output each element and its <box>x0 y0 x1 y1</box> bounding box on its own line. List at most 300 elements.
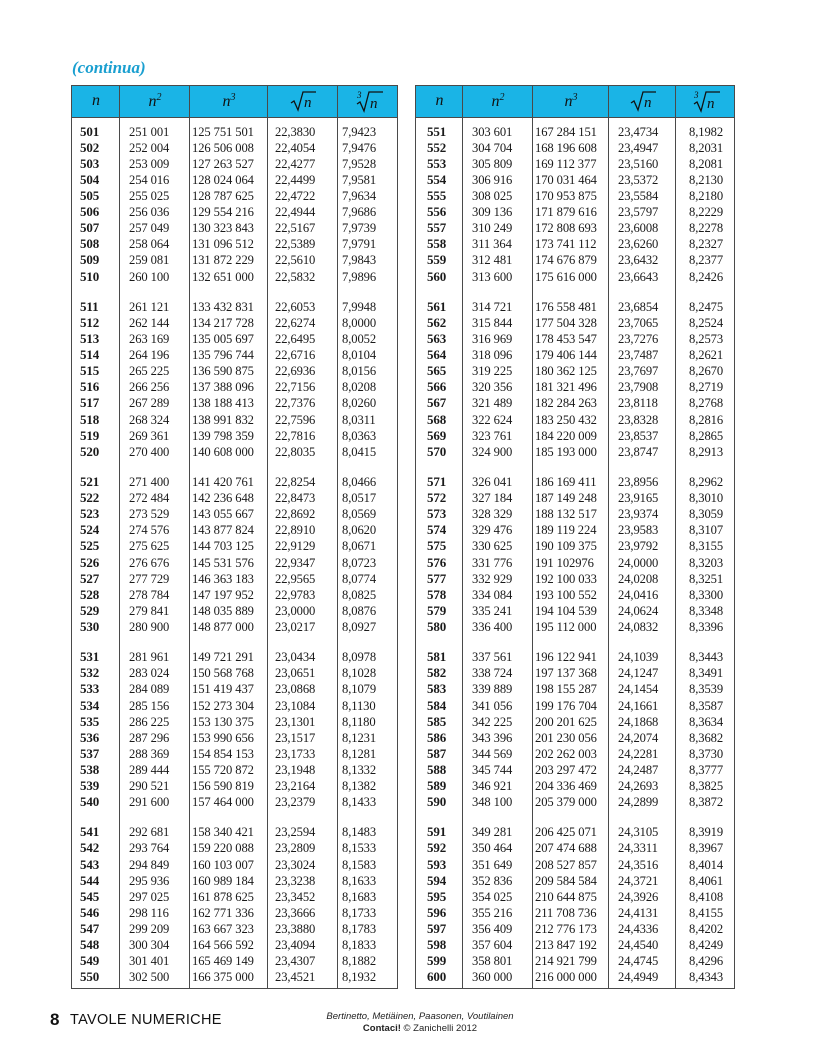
cell-cube-root: 8,3587 <box>689 698 724 713</box>
cell-n: 561 <box>427 299 447 315</box>
cell-square-root: 24,0000 <box>618 555 659 570</box>
cell-n: 568 <box>427 411 447 427</box>
cell-square-root: 22,5610 <box>275 253 316 268</box>
cell-n-cubed: 148 035 889 <box>192 603 254 618</box>
cell-n-squared: 321 489 <box>472 396 513 411</box>
cell-n-squared: 315 844 <box>472 316 513 331</box>
cell-n-squared: 281 961 <box>129 650 170 665</box>
cell-n-cubed: 202 262 003 <box>535 746 597 761</box>
cell-n-squared: 298 116 <box>129 905 169 920</box>
cell-n-squared: 271 400 <box>129 475 170 490</box>
cell-cube-root: 8,1483 <box>342 825 377 840</box>
column-header-n-cubed: $n^3$ <box>222 91 236 110</box>
cell-n: 528 <box>80 586 100 602</box>
cell-square-root: 23,4947 <box>618 141 659 156</box>
cell-n: 512 <box>80 315 100 331</box>
cell-n: 545 <box>80 888 100 904</box>
square-root-symbol <box>630 90 656 112</box>
cell-n: 555 <box>427 188 447 204</box>
cell-square-root: 22,4277 <box>275 157 316 172</box>
cell-cube-root: 8,0620 <box>342 523 377 538</box>
cell-square-root: 22,4722 <box>275 189 316 204</box>
cell-cube-root: 8,1982 <box>689 125 724 139</box>
cell-cube-root: 8,2081 <box>689 157 724 172</box>
cell-n: 593 <box>427 856 447 872</box>
page-number: 8 <box>50 1010 60 1029</box>
cell-cube-root: 8,1683 <box>342 889 377 904</box>
cell-n-squared: 252 004 <box>129 141 170 156</box>
cell-square-root: 22,4054 <box>275 141 316 156</box>
cell-cube-root: 8,2180 <box>689 189 724 204</box>
cell-square-root: 23,1733 <box>275 746 316 761</box>
cell-n-cubed: 131 872 229 <box>192 253 254 268</box>
cell-n: 594 <box>427 872 447 888</box>
cell-cube-root: 8,3634 <box>689 714 724 729</box>
cell-square-root: 24,1661 <box>618 698 659 713</box>
cell-n-cubed: 152 273 304 <box>192 698 254 713</box>
cell-n-cubed: 141 420 761 <box>192 475 254 490</box>
cell-n-cubed: 155 720 872 <box>192 762 254 777</box>
cell-cube-root: 8,4155 <box>689 905 724 920</box>
copyright: © Zanichelli 2012 <box>403 1023 478 1034</box>
cell-n: 557 <box>427 220 447 236</box>
cell-square-root: 23,8747 <box>618 444 659 459</box>
cell-cube-root: 8,3251 <box>689 571 724 586</box>
cell-n: 564 <box>427 347 447 363</box>
cell-square-root: 22,7596 <box>275 412 316 427</box>
cell-n-squared: 332 929 <box>472 571 513 586</box>
cell-n: 504 <box>80 172 100 188</box>
cell-n-squared: 311 364 <box>472 237 512 252</box>
cell-n-cubed: 139 798 359 <box>192 428 254 443</box>
section-title: TAVOLE NUMERICHE <box>70 1012 222 1028</box>
cell-cube-root: 8,0876 <box>342 603 377 618</box>
cell-n-squared: 316 969 <box>472 332 513 347</box>
cell-n-cubed: 128 787 625 <box>192 189 254 204</box>
cell-cube-root: 8,0156 <box>342 364 377 379</box>
cell-n: 558 <box>427 236 447 252</box>
cell-n-squared: 267 289 <box>129 396 170 411</box>
cell-square-root: 24,2693 <box>618 778 659 793</box>
cell-n: 533 <box>80 681 100 697</box>
cell-n-cubed: 135 796 744 <box>192 348 254 363</box>
cell-n-squared: 291 600 <box>129 794 170 809</box>
cell-n: 571 <box>427 474 447 490</box>
cell-square-root: 23,4094 <box>275 937 316 952</box>
cell-n-cubed: 146 363 183 <box>192 571 254 586</box>
cell-n-cubed: 160 989 184 <box>192 873 254 888</box>
cell-n-squared: 293 764 <box>129 841 170 856</box>
cell-square-root: 23,0000 <box>275 603 316 618</box>
cell-square-root: 23,3666 <box>275 905 316 920</box>
cell-n-squared: 304 704 <box>472 141 513 156</box>
cell-n-squared: 327 184 <box>472 491 513 506</box>
cell-square-root: 23,7908 <box>618 380 659 395</box>
cell-cube-root: 8,2719 <box>689 380 724 395</box>
cell-n-cubed: 187 149 248 <box>535 491 597 506</box>
cell-square-root: 23,6432 <box>618 253 659 268</box>
cell-n-squared: 277 729 <box>129 571 170 586</box>
square-root-symbol <box>290 90 316 112</box>
cell-cube-root: 8,1932 <box>342 969 377 984</box>
cell-cube-root: 8,4108 <box>689 889 724 904</box>
cell-square-root: 23,0217 <box>275 619 316 634</box>
cell-square-root: 22,8910 <box>275 523 316 538</box>
cell-square-root: 23,3238 <box>275 873 316 888</box>
cell-n: 599 <box>427 952 447 968</box>
cell-n-cubed: 132 651 000 <box>192 269 254 284</box>
cell-cube-root: 8,1533 <box>342 841 377 856</box>
cell-n-cubed: 192 100 033 <box>535 571 597 586</box>
cell-n: 563 <box>427 331 447 347</box>
cell-square-root: 23,8328 <box>618 412 659 427</box>
cell-n-cubed: 166 375 000 <box>192 969 254 984</box>
cell-n: 595 <box>427 888 447 904</box>
cell-n-cubed: 163 667 323 <box>192 921 254 936</box>
cell-cube-root: 8,1231 <box>342 730 377 745</box>
cell-square-root: 24,2074 <box>618 730 659 745</box>
cell-n-squared: 345 744 <box>472 762 513 777</box>
cell-cube-root: 8,0208 <box>342 380 377 395</box>
cell-cube-root: 7,9581 <box>342 173 377 188</box>
cell-n-squared: 312 481 <box>472 253 513 268</box>
cell-square-root: 23,4307 <box>275 953 316 968</box>
cell-n-cubed: 158 340 421 <box>192 825 254 840</box>
cell-n: 531 <box>80 649 100 665</box>
cell-square-root: 23,3452 <box>275 889 316 904</box>
cell-n-cubed: 174 676 879 <box>535 253 597 268</box>
cell-n-squared: 334 084 <box>472 587 513 602</box>
cell-n-cubed: 170 953 875 <box>535 189 597 204</box>
cell-n-squared: 278 784 <box>129 587 170 602</box>
cell-n-squared: 358 801 <box>472 953 513 968</box>
cell-n: 519 <box>80 427 100 443</box>
table-header <box>72 86 397 118</box>
cell-n-squared: 294 849 <box>129 857 170 872</box>
cell-n-squared: 306 916 <box>472 173 513 188</box>
cell-cube-root: 8,1028 <box>342 666 377 681</box>
cell-n: 525 <box>80 538 100 554</box>
cell-n-squared: 326 041 <box>472 475 513 490</box>
cell-n: 503 <box>80 156 100 172</box>
cell-n: 526 <box>80 554 100 570</box>
cell-n-squared: 318 096 <box>472 348 513 363</box>
cell-square-root: 24,1454 <box>618 682 659 697</box>
cell-square-root: 23,8537 <box>618 428 659 443</box>
cell-n-cubed: 159 220 088 <box>192 841 254 856</box>
cell-n-squared: 266 256 <box>129 380 170 395</box>
cell-square-root: 23,0434 <box>275 650 316 665</box>
cell-n-cubed: 153 990 656 <box>192 730 254 745</box>
cell-n-squared: 309 136 <box>472 205 513 220</box>
cell-n: 578 <box>427 586 447 602</box>
cell-n-cubed: 156 590 819 <box>192 778 254 793</box>
cell-cube-root: 8,2377 <box>689 253 724 268</box>
cell-n: 569 <box>427 427 447 443</box>
cell-cube-root: 8,3059 <box>689 507 724 522</box>
cell-n-cubed: 157 464 000 <box>192 794 254 809</box>
cell-n-squared: 259 081 <box>129 253 170 268</box>
cell-square-root: 22,5167 <box>275 221 316 236</box>
cell-n-cubed: 214 921 799 <box>535 953 597 968</box>
column-header-square-root <box>268 86 338 116</box>
cell-n: 535 <box>80 713 100 729</box>
cell-cube-root: 8,1433 <box>342 794 377 809</box>
cell-cube-root: 8,3919 <box>689 825 724 840</box>
cell-n: 527 <box>80 570 100 586</box>
cell-cube-root: 8,4061 <box>689 873 724 888</box>
cell-n-squared: 302 500 <box>129 969 170 984</box>
cell-square-root: 22,5389 <box>275 237 316 252</box>
cell-n: 550 <box>80 968 100 984</box>
cell-n-squared: 270 400 <box>129 444 170 459</box>
cell-n: 534 <box>80 697 100 713</box>
cell-cube-root: 7,9791 <box>342 237 377 252</box>
cell-cube-root: 8,2229 <box>689 205 724 220</box>
cell-square-root: 23,5584 <box>618 189 659 204</box>
cell-square-root: 23,5797 <box>618 205 659 220</box>
cell-n-squared: 280 900 <box>129 619 170 634</box>
cell-n-cubed: 179 406 144 <box>535 348 597 363</box>
cell-square-root: 24,2281 <box>618 746 659 761</box>
cell-square-root: 22,4499 <box>275 173 316 188</box>
cell-n-cubed: 210 644 875 <box>535 889 597 904</box>
cube-root-symbol <box>355 89 383 113</box>
cell-square-root: 23,6854 <box>618 300 659 315</box>
cell-square-root: 23,8956 <box>618 475 659 490</box>
cell-n-squared: 335 241 <box>472 603 513 618</box>
cell-n: 520 <box>80 443 100 459</box>
cell-n-cubed: 160 103 007 <box>192 857 254 872</box>
cell-square-root: 23,9165 <box>618 491 659 506</box>
cell-n-cubed: 180 362 125 <box>535 364 597 379</box>
cell-cube-root: 8,1180 <box>342 714 376 729</box>
cell-cube-root: 7,9739 <box>342 221 377 236</box>
cell-cube-root: 8,3682 <box>689 730 724 745</box>
cell-n-squared: 343 396 <box>472 730 513 745</box>
cell-n-cubed: 150 568 768 <box>192 666 254 681</box>
cell-n: 583 <box>427 681 447 697</box>
cell-n-cubed: 185 193 000 <box>535 444 597 459</box>
cell-n: 573 <box>427 506 447 522</box>
cell-n-squared: 276 676 <box>129 555 170 570</box>
cell-square-root: 24,4540 <box>618 937 659 952</box>
cell-n: 540 <box>80 793 100 809</box>
cell-n: 517 <box>80 395 100 411</box>
column-header-cube-root <box>338 86 399 116</box>
cell-n-squared: 257 049 <box>129 221 170 236</box>
cell-n-squared: 301 401 <box>129 953 170 968</box>
column-divider <box>267 86 268 988</box>
cell-cube-root: 8,3777 <box>689 762 724 777</box>
cell-cube-root: 8,0978 <box>342 650 377 665</box>
cell-n: 516 <box>80 379 100 395</box>
cell-n-squared: 292 681 <box>129 825 170 840</box>
cell-n-cubed: 138 991 832 <box>192 412 254 427</box>
cell-n-cubed: 193 100 552 <box>535 587 597 602</box>
cell-n-squared: 254 016 <box>129 173 170 188</box>
cell-n-cubed: 201 230 056 <box>535 730 597 745</box>
cell-n: 548 <box>80 936 100 952</box>
cell-n: 539 <box>80 777 100 793</box>
cell-n: 591 <box>427 824 447 840</box>
cell-n: 597 <box>427 920 447 936</box>
cell-n: 570 <box>427 443 447 459</box>
cell-square-root: 23,2164 <box>275 778 316 793</box>
cell-n: 580 <box>427 618 447 634</box>
cell-n: 565 <box>427 363 447 379</box>
cell-square-root: 23,2594 <box>275 825 316 840</box>
cell-cube-root: 8,0415 <box>342 444 377 459</box>
cell-n-squared: 356 409 <box>472 921 513 936</box>
cell-n-squared: 262 144 <box>129 316 170 331</box>
cell-n-cubed: 127 263 527 <box>192 157 254 172</box>
cell-n-cubed: 177 504 328 <box>535 316 597 331</box>
cell-cube-root: 8,3443 <box>689 650 724 665</box>
cell-cube-root: 8,4014 <box>689 857 724 872</box>
cell-cube-root: 8,3730 <box>689 746 724 761</box>
cell-n: 549 <box>80 952 100 968</box>
cell-n-cubed: 165 469 149 <box>192 953 254 968</box>
cell-cube-root: 8,2816 <box>689 412 724 427</box>
cell-n-cubed: 200 201 625 <box>535 714 597 729</box>
cell-n-cubed: 207 474 688 <box>535 841 597 856</box>
cell-n-squared: 272 484 <box>129 491 170 506</box>
cell-n-squared: 313 600 <box>472 269 513 284</box>
cell-n: 529 <box>80 602 100 618</box>
cell-n-squared: 355 216 <box>472 905 513 920</box>
cell-n: 566 <box>427 379 447 395</box>
cell-n-cubed: 133 432 831 <box>192 300 254 315</box>
cell-n-cubed: 162 771 336 <box>192 905 254 920</box>
cell-n: 532 <box>80 665 100 681</box>
cell-n: 596 <box>427 904 447 920</box>
cell-n-cubed: 211 708 736 <box>535 905 597 920</box>
cell-cube-root: 8,1882 <box>342 953 377 968</box>
cell-cube-root: 8,4202 <box>689 921 724 936</box>
cell-n-squared: 336 400 <box>472 619 513 634</box>
cell-n-cubed: 135 005 697 <box>192 332 254 347</box>
cell-n-cubed: 184 220 009 <box>535 428 597 443</box>
cell-square-root: 23,4734 <box>618 125 659 139</box>
cell-n-cubed: 130 323 843 <box>192 221 254 236</box>
cell-square-root: 22,6053 <box>275 300 316 315</box>
cell-n-squared: 258 064 <box>129 237 170 252</box>
cell-cube-root: 8,0311 <box>342 412 376 427</box>
cell-square-root: 24,3105 <box>618 825 659 840</box>
cell-cube-root: 8,1783 <box>342 921 377 936</box>
cell-n-squared: 256 036 <box>129 205 170 220</box>
cell-n-squared: 351 649 <box>472 857 513 872</box>
cell-n: 581 <box>427 649 447 665</box>
cell-n-cubed: 194 104 539 <box>535 603 597 618</box>
column-header-square-root <box>609 86 676 116</box>
cell-n-squared: 275 625 <box>129 539 170 554</box>
cell-n: 562 <box>427 315 447 331</box>
cell-n-cubed: 170 031 464 <box>535 173 597 188</box>
publication-title: Contaci! <box>362 1023 401 1034</box>
cell-n: 600 <box>427 968 447 984</box>
cell-n: 507 <box>80 220 100 236</box>
cell-n-cubed: 188 132 517 <box>535 507 597 522</box>
cell-n-cubed: 148 877 000 <box>192 619 254 634</box>
cell-n: 508 <box>80 236 100 252</box>
cell-square-root: 24,1868 <box>618 714 659 729</box>
cell-cube-root: 8,3010 <box>689 491 724 506</box>
cell-square-root: 22,7156 <box>275 380 316 395</box>
cell-n-cubed: 205 379 000 <box>535 794 597 809</box>
cell-n-cubed: 143 877 824 <box>192 523 254 538</box>
cell-square-root: 24,4336 <box>618 921 659 936</box>
cell-n-cubed: 167 284 151 <box>535 125 597 139</box>
cell-n-cubed: 149 721 291 <box>192 650 254 665</box>
cell-cube-root: 8,0517 <box>342 491 377 506</box>
cell-square-root: 23,5160 <box>618 157 659 172</box>
cell-cube-root: 8,0825 <box>342 587 377 602</box>
cell-n: 544 <box>80 872 100 888</box>
cell-cube-root: 8,2573 <box>689 332 724 347</box>
cell-n-squared: 330 625 <box>472 539 513 554</box>
footer-credit <box>290 1011 550 1035</box>
cell-cube-root: 8,0723 <box>342 555 377 570</box>
cell-n-cubed: 191 102976 <box>535 555 594 570</box>
cell-n-cubed: 164 566 592 <box>192 937 254 952</box>
cell-n: 572 <box>427 490 447 506</box>
cell-n-squared: 260 100 <box>129 269 170 284</box>
cell-n: 518 <box>80 411 100 427</box>
cell-n: 553 <box>427 156 447 172</box>
cell-n-cubed: 153 130 375 <box>192 714 254 729</box>
cell-n-squared: 295 936 <box>129 873 170 888</box>
cell-cube-root: 8,2278 <box>689 221 724 236</box>
cell-cube-root: 8,2475 <box>689 300 724 315</box>
cell-n-squared: 354 025 <box>472 889 513 904</box>
cell-square-root: 23,2379 <box>275 794 316 809</box>
cell-n: 552 <box>427 140 447 156</box>
continued-note: (continua) <box>72 58 146 77</box>
column-divider <box>532 86 533 988</box>
cell-n-cubed: 176 558 481 <box>535 300 597 315</box>
cell-square-root: 23,4521 <box>275 969 316 984</box>
cell-n-squared: 346 921 <box>472 778 513 793</box>
cell-n: 511 <box>80 299 99 315</box>
cell-cube-root: 8,3872 <box>689 794 724 809</box>
cell-n-cubed: 161 878 625 <box>192 889 254 904</box>
cell-n: 576 <box>427 554 447 570</box>
cell-cube-root: 8,3348 <box>689 603 724 618</box>
cell-square-root: 24,0624 <box>618 603 659 618</box>
column-divider <box>189 86 190 988</box>
cell-cube-root: 7,9686 <box>342 205 377 220</box>
cell-n: 522 <box>80 490 100 506</box>
cell-n: 598 <box>427 936 447 952</box>
cell-cube-root: 7,9423 <box>342 125 377 139</box>
cell-cube-root: 8,4343 <box>689 969 724 984</box>
cell-n-squared: 253 009 <box>129 157 170 172</box>
cell-n-squared: 320 356 <box>472 380 513 395</box>
cell-square-root: 22,8254 <box>275 475 316 490</box>
cell-square-root: 24,0416 <box>618 587 659 602</box>
cell-n-squared: 283 024 <box>129 666 170 681</box>
cell-cube-root: 8,2913 <box>689 444 724 459</box>
cell-cube-root: 8,2426 <box>689 269 724 284</box>
table-body <box>416 118 734 988</box>
cell-cube-root: 8,2621 <box>689 348 724 363</box>
cell-n-cubed: 125 751 501 <box>192 125 254 139</box>
table-panel-left <box>71 85 398 989</box>
cell-cube-root: 8,1583 <box>342 857 377 872</box>
cell-cube-root: 8,1281 <box>342 746 377 761</box>
